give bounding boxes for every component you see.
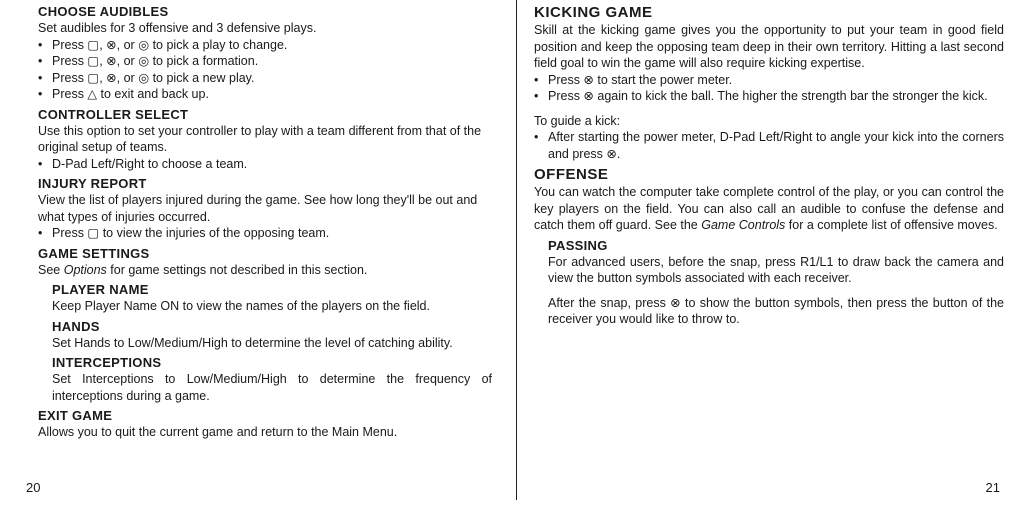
offense-body [534,184,1004,234]
section-exit-game [38,408,492,441]
heading-player-name: PLAYER NAME [52,282,149,297]
list-item: • Press ▢, ⊗, or ◎ to pick a play to change. [38,37,492,54]
subsection-passing [534,238,1004,328]
offense-body-suffix: for a complete list of offensive moves. [785,218,998,232]
left-page [0,0,512,511]
passing-body-1: For advanced users, before the snap, press R1/L1 to draw back the camera and view the button symbols associated with each receiver. [548,254,1004,285]
section-choose-audibles [38,4,492,103]
kicking-game-body: Skill at the kicking game gives you the opportunity to put your team in good field position and keep the opposing team deep in their own territory. Hitting a last second field goal to win the game will also require kicking expertise. [534,23,1004,70]
list-item: • Press ▢ to view the injuries of the opposing team. [38,225,492,242]
injury-report-list [38,225,492,242]
choose-audibles-list [38,37,492,103]
player-name-body: Keep Player Name ON to view the names of the players on the field. [52,299,430,313]
passing-body-2: After the snap, press ⊗ to show the button symbols, then press the button of the receiver you would like to throw to. [548,295,1004,326]
list-item: • Press △ to exit and back up. [38,86,492,103]
heading-offense: OFFENSE [534,166,609,183]
list-item: • D-Pad Left/Right to choose a team. [38,156,492,173]
heading-hands: HANDS [52,318,100,334]
injury-report-body: View the list of players injured during the game. See how long they'll be out and what types of injuries occurred. [38,193,478,224]
list-item: • Press ⊗ again to kick the ball. The higher the strength bar the stronger the kick. [534,88,1004,105]
spacer [548,287,1004,295]
heading-injury-report: INJURY REPORT [38,176,147,191]
choose-audibles-intro: Set audibles for 3 offensive and 3 defensive plays. [38,21,317,35]
game-settings-body-prefix: See [38,262,64,277]
controller-select-body: Use this option to set your controller to play with a team different from that of the original setup of teams. [38,123,482,154]
game-controls-reference: Game Controls [701,218,786,232]
controller-select-list [38,156,492,173]
heading-controller-select: CONTROLLER SELECT [38,106,189,122]
guide-kick-list [534,129,1004,162]
game-settings-body-suffix: for game settings not described in this section. [106,262,368,277]
list-item: • Press ▢, ⊗, or ◎ to pick a formation. [38,53,492,70]
subsection-interceptions [38,355,492,404]
kicking-game-list [534,72,1004,105]
section-injury-report [38,176,492,242]
heading-kicking-game: KICKING GAME [534,4,653,21]
list-item: • After starting the power meter, D-Pad Left/Right to angle your kick into the corners and press ⊗. [534,129,1004,162]
right-page [514,0,1026,511]
section-kicking-game [534,4,1004,162]
list-item: • Press ⊗ to start the power meter. [534,72,1004,89]
subsection-player-name [38,282,492,315]
interceptions-body: Set Interceptions to Low/Medium/High to determine the frequency of interceptions during a game. [52,372,492,403]
heading-interceptions: INTERCEPTIONS [52,355,162,370]
subsection-hands [38,319,492,352]
list-item: • Press ▢, ⊗, or ◎ to pick a new play. [38,70,492,87]
section-controller-select [38,107,492,173]
options-reference: Options [63,262,107,277]
heading-game-settings: GAME SETTINGS [38,245,150,261]
spacer [534,105,1004,113]
heading-exit-game: EXIT GAME [38,408,113,423]
section-offense [534,166,1004,234]
page-number-right: 21 [985,480,1000,495]
heading-passing: PASSING [548,237,608,253]
heading-choose-audibles: CHOOSE AUDIBLES [38,4,169,19]
game-settings-body [38,262,492,279]
offense-body-prefix: You can watch the computer take complete control of the play, or you can control the key players on the field. You can also call an audible to confuse the defense and catch them off guard. See the [534,185,1004,232]
section-game-settings [38,246,492,279]
guide-kick-intro: To guide a kick: [534,113,621,128]
exit-game-body: Allows you to quit the current game and return to the Main Menu. [38,425,398,439]
hands-body: Set Hands to Low/Medium/High to determine the level of catching ability. [52,335,453,350]
page-number-left: 20 [26,480,41,495]
